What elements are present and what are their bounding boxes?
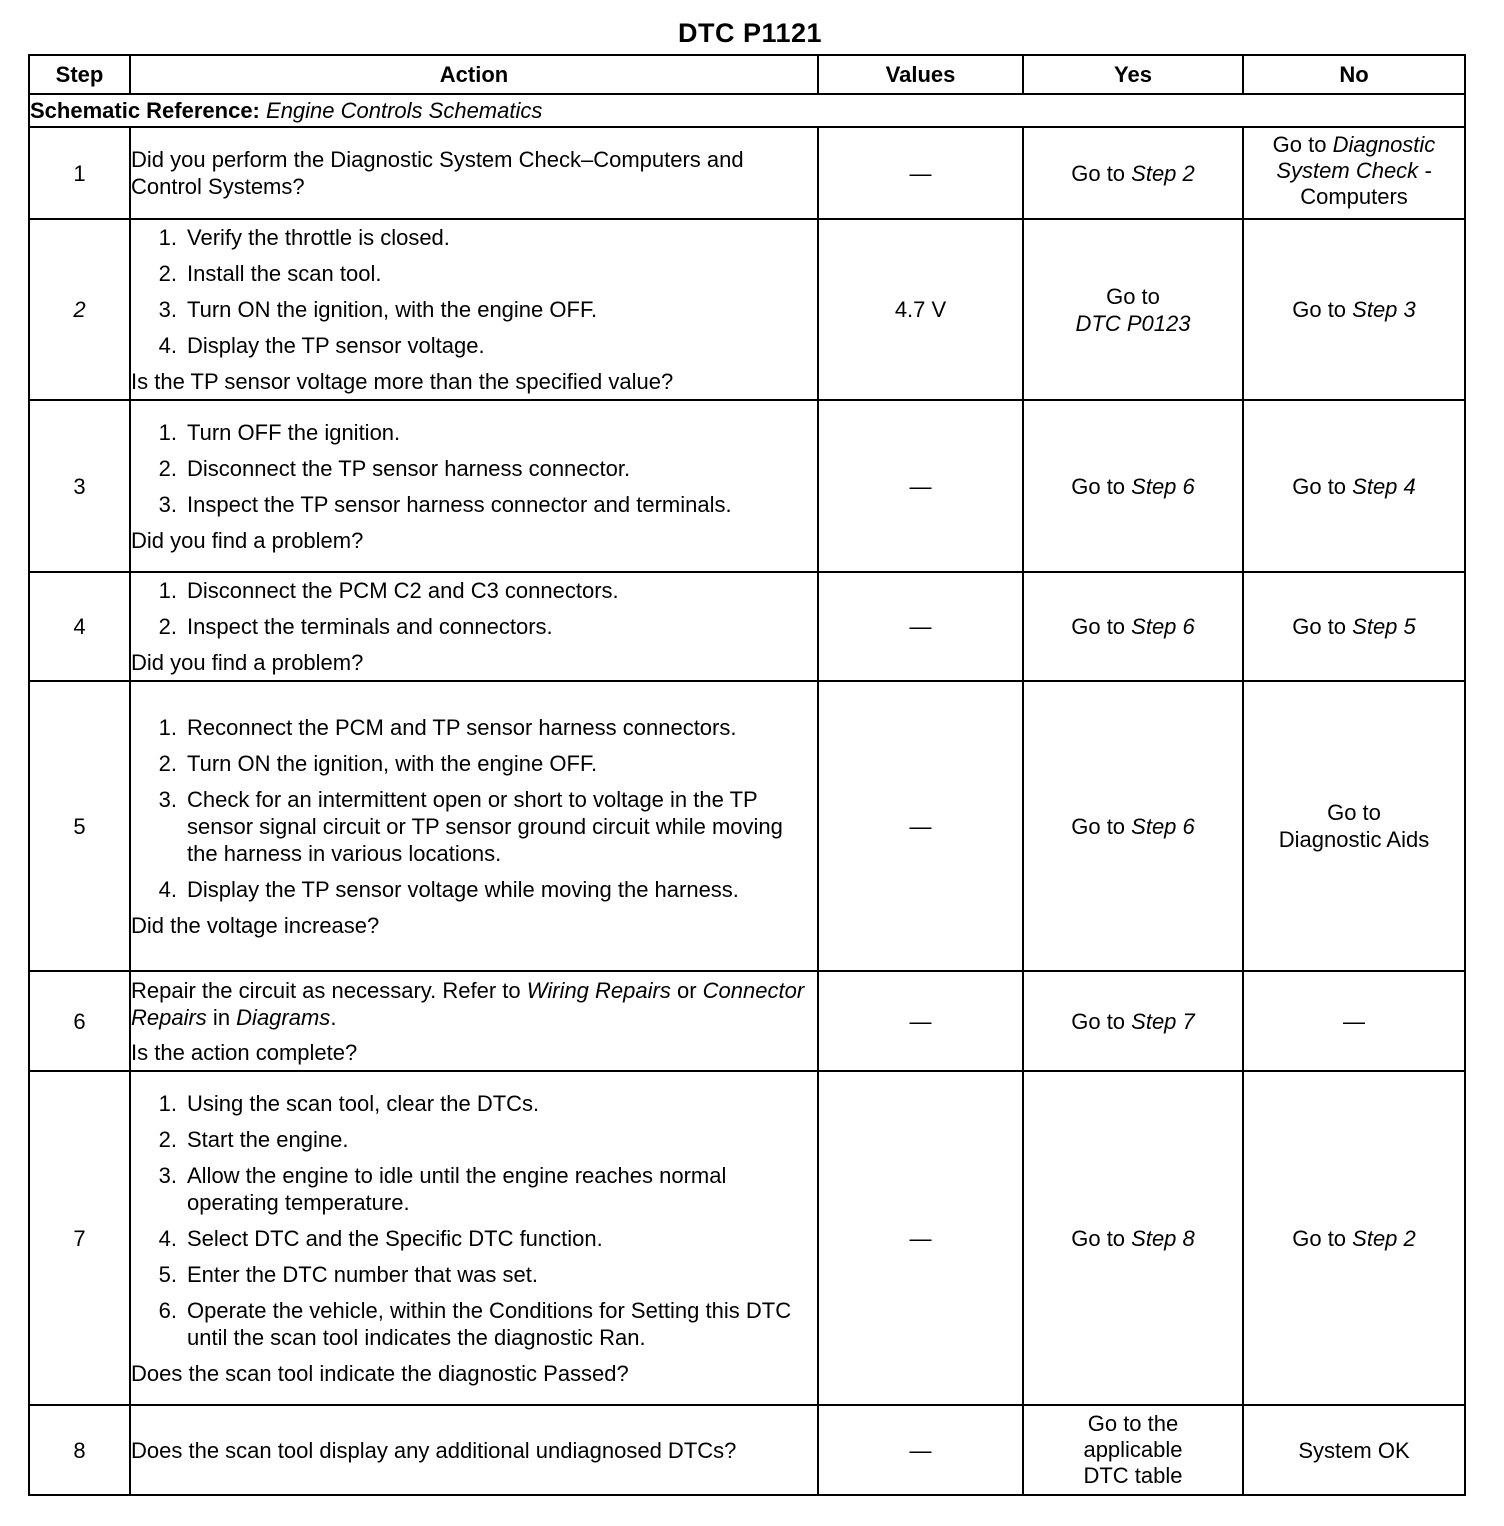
action-question: Is the action complete? (131, 1039, 358, 1065)
yes-cell[interactable] (1023, 971, 1243, 1071)
step-number: 7 (29, 1071, 130, 1405)
list-item: 1. Disconnect the PCM C2 and C3 connectors. (158, 578, 619, 603)
wiring-repairs-link[interactable]: Wiring Repairs (526, 977, 671, 1003)
no-link[interactable]: Diagnostic System Check - (1276, 132, 1436, 183)
action-cell (130, 1405, 818, 1495)
table-row (29, 127, 1465, 219)
no-prefix: Go to (1292, 614, 1353, 639)
no-line-2[interactable]: Diagnostic Aids (1278, 827, 1430, 852)
header-no: No (1243, 55, 1465, 94)
yes-prefix: Go to (1106, 283, 1160, 309)
schematic-link[interactable]: Engine Controls Schematics (266, 98, 543, 123)
header-yes: Yes (1023, 55, 1243, 94)
yes-cell[interactable] (1023, 572, 1243, 681)
list-item: 4. Display the TP sensor voltage while moving the harness. (158, 876, 739, 902)
header-values: Values (818, 55, 1023, 94)
table-row (29, 681, 1465, 971)
no-link[interactable]: Step 3 (1352, 297, 1416, 322)
yes-line-1: Go to the (1087, 1411, 1179, 1436)
connector-repairs-link[interactable]: Connector Repairs (131, 977, 805, 1030)
yes-prefix: Go to (1071, 1225, 1132, 1251)
diagrams-link[interactable]: Diagrams (236, 1004, 331, 1030)
table-row (29, 971, 1465, 1071)
action-question: Did the voltage increase? (131, 912, 380, 938)
action-cell (130, 1071, 818, 1405)
yes-link[interactable]: Step 6 (1131, 813, 1195, 839)
dtc-table (28, 54, 1466, 1496)
action-question: Does the scan tool indicate the diagnostic Passed? (131, 1360, 629, 1386)
table-row (29, 1405, 1465, 1495)
table-row (29, 1071, 1465, 1405)
yes-cell[interactable] (1023, 1405, 1243, 1495)
table-row (29, 400, 1465, 572)
yes-cell[interactable] (1023, 681, 1243, 971)
action-text: Did you perform the Diagnostic System Check–Computers and Control Systems? (131, 147, 744, 199)
yes-prefix: Go to (1071, 1008, 1132, 1034)
yes-cell[interactable] (1023, 127, 1243, 219)
no-prefix: Go to (1292, 1225, 1353, 1251)
header-row (29, 55, 1465, 94)
list-item: 2. Inspect the terminals and connectors. (158, 614, 553, 639)
no-cell[interactable] (1243, 400, 1465, 572)
no-cell: — (1243, 971, 1465, 1071)
list-item: 2. Disconnect the TP sensor harness connector. (158, 455, 631, 481)
header-step: Step (29, 55, 130, 94)
no-prefix: Go to (1292, 473, 1353, 499)
list-item: 2. Start the engine. (158, 1126, 349, 1152)
list-item: 2. Install the scan tool. (158, 261, 382, 286)
no-cell[interactable] (1243, 572, 1465, 681)
yes-link[interactable]: Step 6 (1131, 614, 1195, 639)
action-question: Is the TP sensor voltage more than the specified value? (131, 369, 674, 394)
yes-cell[interactable] (1023, 400, 1243, 572)
action-cell (130, 572, 818, 681)
action-cell (130, 400, 818, 572)
action-question: Did you find a problem? (131, 650, 364, 675)
header-action: Action (130, 55, 818, 94)
yes-prefix: Go to (1071, 614, 1132, 639)
yes-cell[interactable] (1023, 219, 1243, 400)
list-item: 1. Using the scan tool, clear the DTCs. (158, 1090, 540, 1116)
yes-prefix: Go to (1071, 473, 1132, 499)
yes-line-3: DTC table (1083, 1463, 1183, 1488)
yes-link[interactable]: Step 6 (1131, 473, 1195, 499)
table-row (29, 219, 1465, 400)
step-number: 2 (29, 219, 130, 400)
action-cell (130, 971, 818, 1071)
value-cell: 4.7 V (818, 219, 1023, 400)
table-row (29, 572, 1465, 681)
no-link[interactable]: Step 2 (1352, 1225, 1416, 1251)
no-prefix: Go to (1272, 132, 1333, 157)
schematic-reference (29, 94, 1465, 127)
no-cell[interactable] (1243, 219, 1465, 400)
schematic-row (29, 94, 1465, 127)
repair-instruction: Repair the circuit as necessary. Refer to Wiring Repairs or Connector Repairs in Diagrams. (131, 977, 805, 1030)
yes-link[interactable]: DTC P0123 (1075, 310, 1191, 336)
value-cell: — (818, 400, 1023, 572)
action-question: Did you find a problem? (131, 527, 364, 553)
action-list (131, 577, 817, 640)
no-cell[interactable] (1243, 1071, 1465, 1405)
no-link[interactable]: Step 4 (1352, 473, 1416, 499)
list-item: 2. Turn ON the ignition, with the engine OFF. (158, 750, 598, 776)
step-number: 6 (29, 971, 130, 1071)
no-line-1: Go to (1327, 800, 1381, 825)
no-suffix: Computers (1300, 184, 1408, 209)
action-list (131, 419, 817, 518)
step-number: 3 (29, 400, 130, 572)
list-item: 3. Allow the engine to idle until the engine reaches normal operating temperature. (158, 1162, 727, 1215)
action-cell (130, 127, 818, 219)
step-number: 5 (29, 681, 130, 971)
list-item: 4. Select DTC and the Specific DTC function. (158, 1225, 603, 1251)
no-link[interactable]: Step 5 (1352, 614, 1416, 639)
no-cell: System OK (1243, 1405, 1465, 1495)
no-cell[interactable] (1243, 681, 1465, 971)
list-item: 1. Turn OFF the ignition. (158, 419, 401, 445)
yes-link[interactable]: Step 2 (1131, 160, 1195, 186)
list-item: 3. Check for an intermittent open or short to voltage in the TP sensor signal circuit or TP sensor ground circuit while moving the harness in various locations. (158, 786, 783, 866)
value-cell: — (818, 681, 1023, 971)
value-cell: — (818, 971, 1023, 1071)
list-item: 1. Reconnect the PCM and TP sensor harness connectors. (158, 714, 737, 740)
action-text: Does the scan tool display any additional undiagnosed DTCs? (131, 1437, 737, 1463)
no-prefix: Go to (1292, 297, 1353, 322)
step-number: 1 (29, 127, 130, 219)
list-item: 6. Operate the vehicle, within the Conditions for Setting this DTC until the scan tool indicates the diagnostic Ran. (158, 1297, 792, 1350)
action-list (131, 1090, 817, 1351)
action-list (131, 714, 817, 903)
yes-line-2: applicable (1083, 1437, 1183, 1462)
list-item: 1. Verify the throttle is closed. (158, 225, 450, 250)
list-item: 5. Enter the DTC number that was set. (158, 1261, 538, 1287)
page-title: DTC P1121 (677, 18, 823, 48)
value-cell: — (818, 572, 1023, 681)
yes-link[interactable]: Step 7 (1131, 1008, 1195, 1034)
value-cell: — (818, 1405, 1023, 1495)
step-number: 8 (29, 1405, 130, 1495)
yes-prefix: Go to (1071, 813, 1132, 839)
action-cell (130, 219, 818, 400)
action-cell (130, 681, 818, 971)
list-item: 3. Turn ON the ignition, with the engine OFF. (158, 297, 598, 322)
step-number: 4 (29, 572, 130, 681)
list-item: 4. Display the TP sensor voltage. (158, 333, 485, 358)
value-cell: — (818, 127, 1023, 219)
yes-prefix: Go to (1071, 160, 1132, 186)
yes-link[interactable]: Step 8 (1131, 1225, 1195, 1251)
schematic-label: Schematic Reference: (30, 98, 260, 123)
value-cell: — (818, 1071, 1023, 1405)
no-cell[interactable] (1243, 127, 1465, 219)
action-list (131, 224, 817, 359)
yes-cell[interactable] (1023, 1071, 1243, 1405)
list-item: 3. Inspect the TP sensor harness connector and terminals. (158, 491, 732, 517)
